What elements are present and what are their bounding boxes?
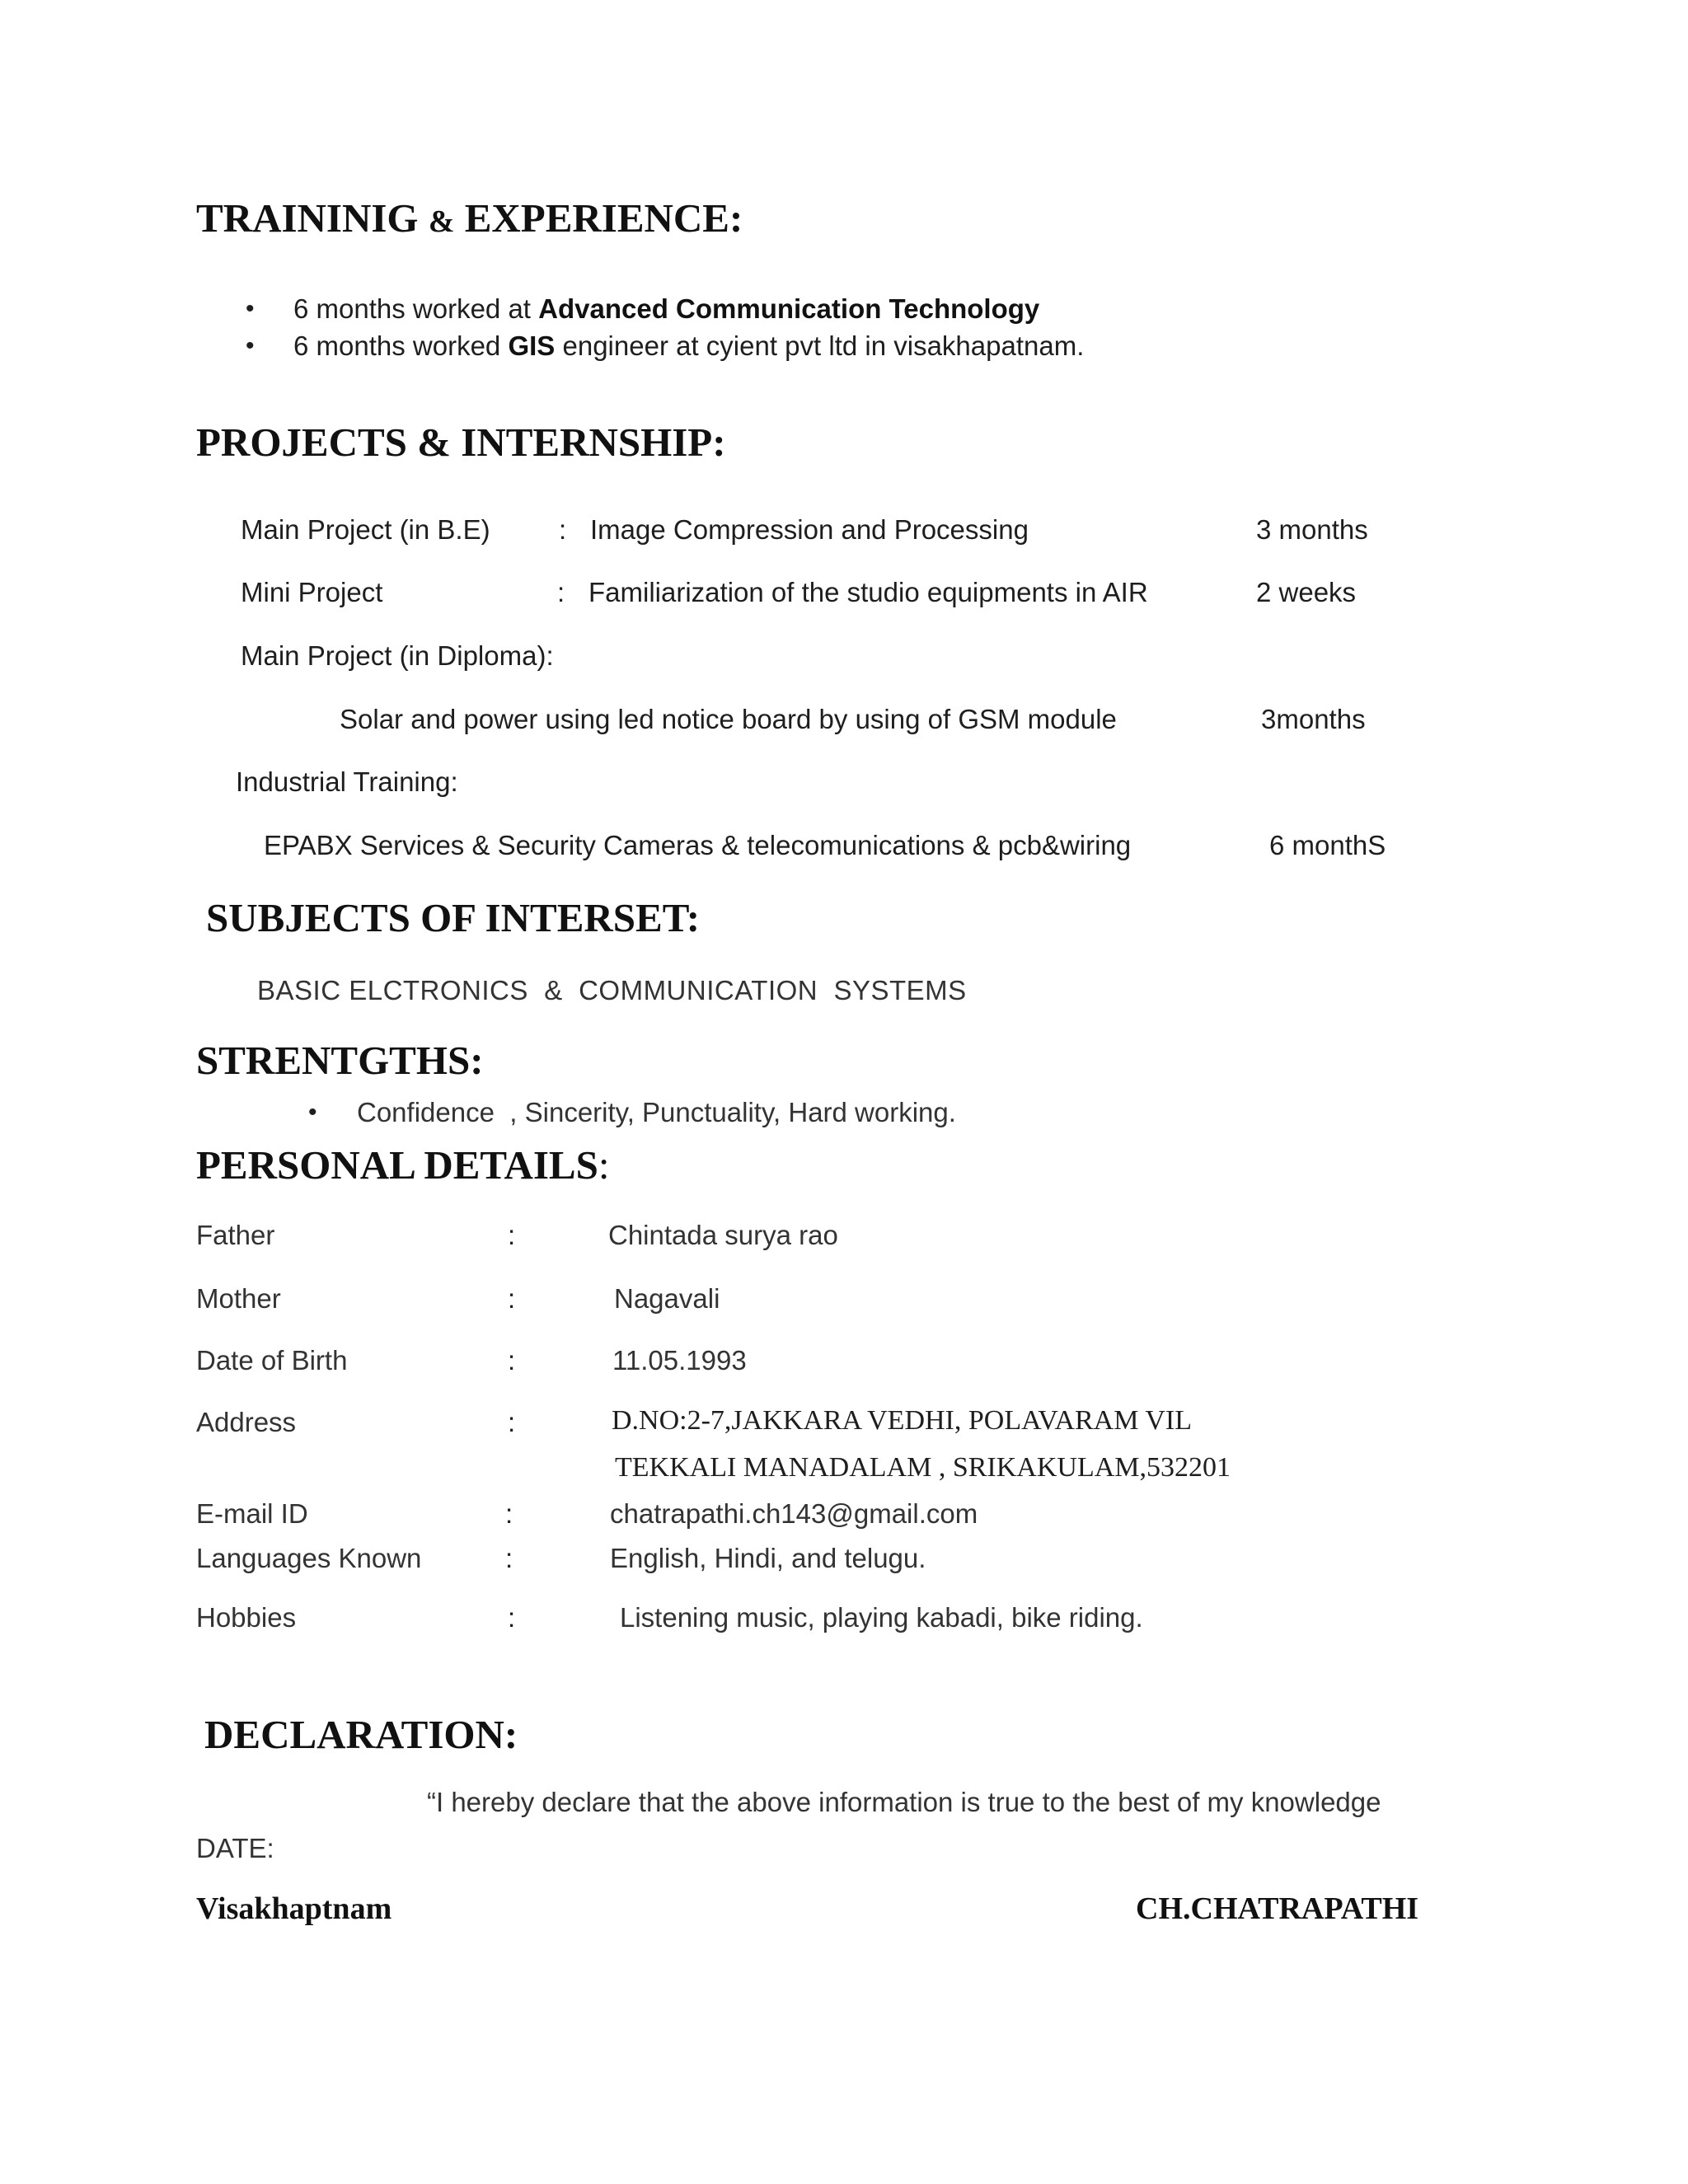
email-value: chatrapathi.ch143@gmail.com — [610, 1498, 978, 1529]
mini-project-colon: : — [557, 577, 565, 607]
bullet-icon: • — [246, 295, 255, 322]
subjects-text: BASIC ELCTRONICS & COMMUNICATION SYSTEMS — [257, 975, 967, 1005]
bullet-icon: • — [246, 332, 255, 359]
dob-label: Date of Birth — [196, 1345, 348, 1376]
training-item-2-text: 6 months worked — [293, 330, 509, 361]
main-project-be-duration: 3 months — [1256, 514, 1368, 545]
languages-colon: : — [505, 1543, 513, 1573]
personal-heading — [196, 1141, 610, 1188]
main-project-be-title: Image Compression and Processing — [590, 514, 1029, 545]
father-colon: : — [508, 1220, 516, 1250]
mini-project-duration: 2 weeks — [1256, 577, 1357, 607]
main-project-be-colon: : — [559, 514, 567, 545]
declaration-text: “I hereby declare that the above information is true to the best of my knowledge — [427, 1787, 1381, 1817]
email-label: E-mail ID — [196, 1498, 308, 1529]
main-project-be-label: Main Project (in B.E) — [241, 514, 490, 545]
address-colon: : — [508, 1407, 516, 1437]
training-item-2-rest: engineer at cyient pvt ltd in visakhapatnam. — [555, 330, 1085, 361]
strengths-heading: STRENTGTHS: — [196, 1038, 484, 1083]
diploma-project-title: Solar and power using led notice board by using of GSM module — [340, 704, 1117, 734]
industrial-training-duration: 6 monthS — [1269, 830, 1386, 860]
address-line-1: D.NO:2-7,JAKKARA VEDHI, POLAVARAM VIL — [612, 1405, 1192, 1436]
projects-heading: PROJECTS & INTERNSHIP: — [196, 419, 726, 465]
diploma-project-duration: 3months — [1261, 704, 1366, 734]
dob-value: 11.05.1993 — [612, 1345, 747, 1376]
mother-label: Mother — [196, 1283, 281, 1314]
industrial-training-title: EPABX Services & Security Cameras & telecomunications & pcb&wiring — [264, 830, 1132, 860]
date-label: DATE: — [196, 1833, 274, 1863]
industrial-training-label: Industrial Training: — [236, 766, 458, 797]
training-item-1 — [293, 293, 1039, 325]
email-colon: : — [505, 1498, 513, 1529]
mother-value: Nagavali — [614, 1283, 720, 1314]
training-item-1-bold: Advanced Communication Technology — [538, 293, 1040, 324]
training-heading-main: TRAININIG — [196, 195, 419, 241]
mini-project-title: Familiarization of the studio equipments in AIR — [588, 577, 1148, 607]
signature-name: CH.CHATRAPATHI — [1136, 1891, 1419, 1926]
training-item-2 — [293, 330, 1084, 362]
father-value: Chintada surya rao — [608, 1220, 838, 1250]
address-line-2: TEKKALI MANADALAM , SRIKAKULAM,532201 — [615, 1452, 1231, 1483]
training-heading — [196, 194, 743, 241]
languages-value: English, Hindi, and telugu. — [610, 1543, 926, 1573]
mother-colon: : — [508, 1283, 516, 1314]
languages-label: Languages Known — [196, 1543, 422, 1573]
address-label: Address — [196, 1407, 297, 1437]
training-heading-amp: & — [428, 204, 455, 239]
bullet-icon: • — [308, 1099, 317, 1126]
training-heading-rest: EXPERIENCE: — [464, 195, 743, 241]
place-name: Visakhaptnam — [196, 1891, 392, 1926]
personal-heading-text: PERSONAL DETAILS — [196, 1142, 598, 1188]
declaration-heading: DECLARATION: — [204, 1712, 518, 1757]
hobbies-value: Listening music, playing kabadi, bike riding. — [620, 1602, 1143, 1633]
personal-heading-colon: : — [598, 1142, 610, 1188]
dob-colon: : — [508, 1345, 516, 1376]
diploma-project-label: Main Project (in Diploma): — [241, 640, 554, 671]
subjects-heading: SUBJECTS OF INTERSET: — [206, 895, 701, 940]
father-label: Father — [196, 1220, 275, 1250]
training-item-1-text: 6 months worked at — [293, 293, 539, 324]
strengths-text: Confidence , Sincerity, Punctuality, Hard working. — [357, 1097, 956, 1127]
hobbies-label: Hobbies — [196, 1602, 297, 1633]
mini-project-label: Mini Project — [241, 577, 383, 607]
training-item-2-bold: GIS — [508, 330, 556, 361]
hobbies-colon: : — [508, 1602, 516, 1633]
